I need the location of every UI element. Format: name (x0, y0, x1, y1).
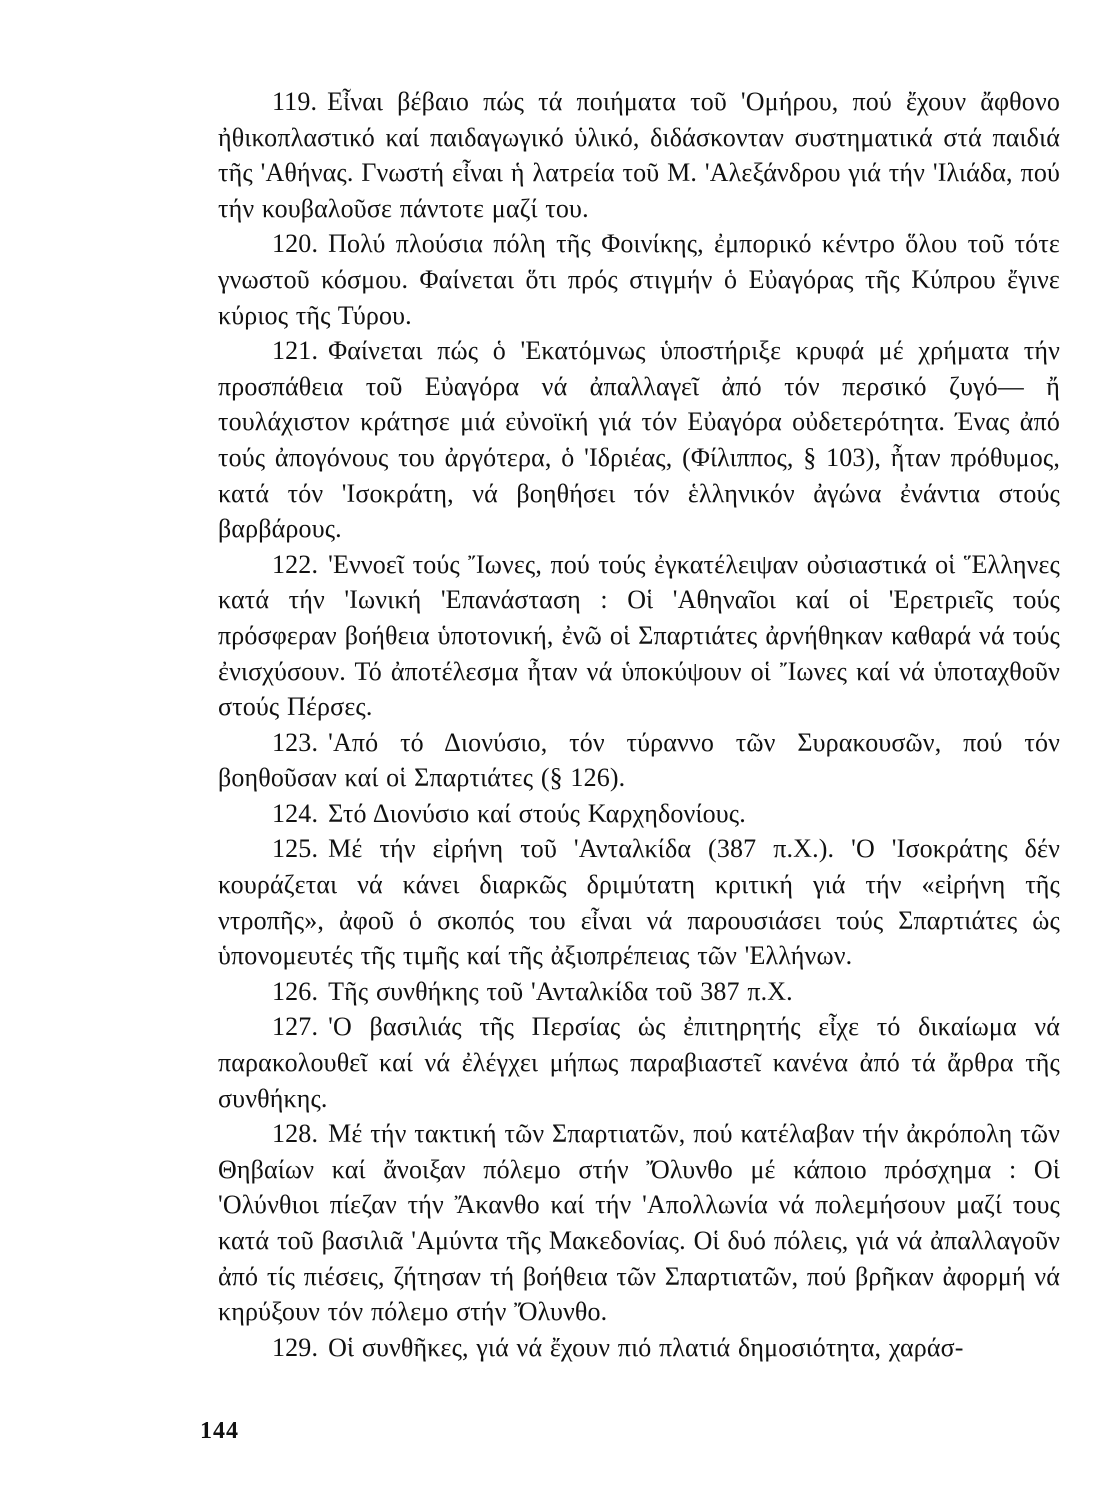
page-number: 144 (200, 1418, 239, 1444)
note-121 (218, 333, 1060, 547)
note-123 (218, 725, 1060, 796)
note-124 (218, 796, 1060, 832)
note-text: Οἱ συνθῆκες, γιά νά ἔχουν πιό πλατιά δημοσιότητα, χαράσ- (328, 1332, 964, 1362)
note-text: Τῆς συνθήκης τοῦ 'Ανταλκίδα τοῦ 387 π.Χ. (328, 976, 793, 1006)
note-number: 123. (272, 727, 319, 757)
note-number: 129. (272, 1332, 319, 1362)
note-text: Φαίνεται πώς ὁ 'Εκατόμνως ὑποστήριξε κρυφά μέ χρήματα τήν προσπάθεια τοῦ Εὐαγόρα νά ἀπαλλαγεῖ ἀπό τόν περσικό ζυγό— ἤ τουλάχιστον κράτησε μιά εὐνοϊκή γιά τόν Εὐαγόρα οὐδετερότητα. Ένας ἀπό τούς ἀπογόνους του ἀργότερα, ὁ 'Ιδριέας, (Φίλιππος, § 103), ἦταν πρόθυμος, κατά τόν 'Ισοκράτη, νά βοηθήσει τόν ἑλληνικόν ἀγώνα ἐνάντια στούς βαρβάρους. (218, 336, 1060, 544)
note-120 (218, 226, 1060, 333)
note-119 (218, 84, 1060, 226)
note-number: 120. (272, 229, 319, 259)
note-number: 125. (272, 834, 319, 864)
note-126 (218, 974, 1060, 1010)
note-text: Μέ τήν εἰρήνη τοῦ 'Ανταλκίδα (387 π.Χ.). 'Ο 'Ισοκράτης δέν κουράζεται νά κάνει διαρκῶς δριμύτατη κριτική γιά τήν «εἰρήνη τῆς ντροπῆς», ἀφοῦ ὁ σκοπός του εἶναι νά παρουσιάσει τούς Σπαρτιάτες ὡς ὑπονομευτές τῆς τιμῆς καί τῆς ἀξιοπρέπειας τῶν 'Ελλήνων. (218, 834, 1060, 971)
note-text: Πολύ πλούσια πόλη τῆς Φοινίκης, ἐμπορικό κέντρο ὅλου τοῦ τότε γνωστοῦ κόσμου. Φαίνεται ὅτι πρός στιγμήν ὁ Εὐαγόρας τῆς Κύπρου ἔγινε κύριος τῆς Τύρου. (218, 229, 1060, 330)
note-text: Στό Διονύσιο καί στούς Καρχηδονίους. (328, 798, 746, 828)
note-number: 121. (272, 336, 319, 366)
note-129 (218, 1330, 1060, 1366)
note-127 (218, 1009, 1060, 1116)
note-text: 'Από τό Διονύσιο, τόν τύραννο τῶν Συρακουσῶν, πού τόν βοηθοῦσαν καί οἱ Σπαρτιάτες (§ 126). (218, 727, 1060, 793)
note-number: 124. (272, 798, 319, 828)
notes-column (218, 84, 1060, 1365)
note-number: 119. (272, 87, 318, 116)
note-number: 128. (272, 1119, 319, 1149)
note-number: 126. (272, 976, 319, 1006)
note-number: 122. (272, 549, 319, 579)
note-128 (218, 1116, 1060, 1330)
note-122 (218, 547, 1060, 725)
note-text: Μέ τήν τακτική τῶν Σπαρτιατῶν, πού κατέλαβαν τήν ἀκρόπολη τῶν Θηβαίων καί ἄνοιξαν πόλεμο στήν Ὄλυνθο μέ κάποιο πρόσχημα : Οἱ 'Ολύνθιοι πίεζαν τήν Ἄκανθο καί τήν 'Απολλωνία νά πολεμήσουν μαζί τους κατά τοῦ βασιλιᾶ 'Αμύντα τῆς Μακεδονίας. Οἱ δυό πόλεις, γιά νά ἀπαλλαγοῦν ἀπό τίς πιέσεις, ζήτησαν τή βοήθεια τῶν Σπαρτιατῶν, πού βρῆκαν ἀφορμή νά κηρύξουν τόν πόλεμο στήν Ὄλυνθο. (218, 1119, 1060, 1327)
note-text: 'Ο βασιλιάς τῆς Περσίας ὡς ἐπιτηρητής εἶχε τό δικαίωμα νά παρακολουθεῖ καί νά ἐλέγχει μήπως παραβιαστεῖ κανένα ἀπό τά ἄρθρα τῆς συνθήκης. (218, 1012, 1060, 1113)
note-number: 127. (272, 1012, 319, 1042)
note-125 (218, 831, 1060, 973)
note-text: Εἶναι βέβαιο πώς τά ποιήματα τοῦ 'Ομήρου, πού ἔχουν ἄφθονο ἠθικοπλαστικό καί παιδαγωγικό ὑλικό, διδάσκονταν συστηματικά στά παιδιά τῆς 'Αθήνας. Γνωστή εἶναι ἡ λατρεία τοῦ Μ. 'Αλεξάνδρου γιά τήν 'Ιλιάδα, πού τήν κουβαλοῦσε πάντοτε μαζί του. (218, 87, 1060, 223)
note-text: 'Εννοεῖ τούς Ἴωνες, πού τούς ἐγκατέλειψαν οὐσιαστικά οἱ Ἕλληνες κατά τήν 'Ιωνική 'Επανάσταση : Οἱ 'Αθηναῖοι καί οἱ 'Ερετριεῖς τούς πρόσφεραν βοήθεια ὑποτονική, ἐνῶ οἱ Σπαρτιάτες ἀρνήθηκαν καθαρά νά τούς ἐνισχύσουν. Τό ἀποτέλεσμα ἦταν νά ὑποκύψουν οἱ Ἴωνες καί νά ὑποταχθοῦν στούς Πέρσες. (218, 549, 1060, 722)
